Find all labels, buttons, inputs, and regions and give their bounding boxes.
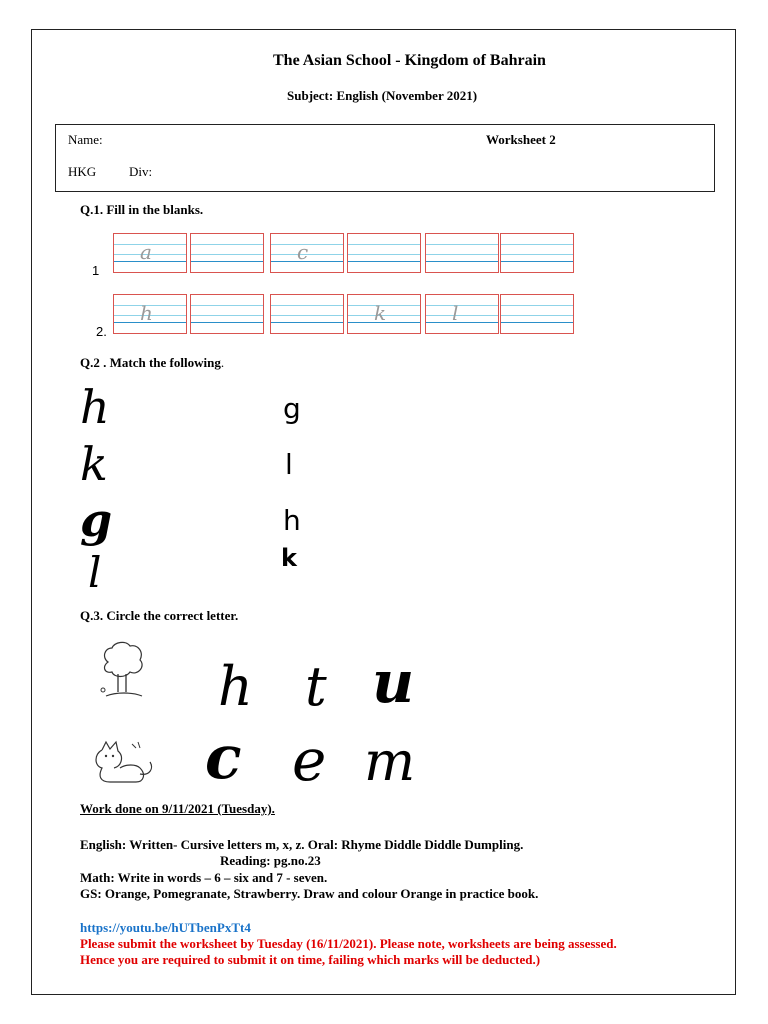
video-link[interactable]: https://youtu.be/hUTbenPxTt4 — [80, 920, 251, 935]
writing-box[interactable] — [347, 233, 421, 273]
worksheet-number: Worksheet 2 — [486, 132, 556, 147]
writing-box[interactable] — [190, 294, 264, 334]
writing-box[interactable] — [500, 233, 574, 273]
work-english: English: Written- Cursive letters m, x, z. Oral: Rhyme Diddle Diddle Dumpling. — [80, 837, 524, 852]
submission-notice-1: Please submit the worksheet by Tuesday (16/11/2021). Please note, worksheets are being assessed. — [80, 936, 617, 951]
guide-line — [501, 322, 573, 323]
q2-cursive-4: l — [88, 548, 102, 597]
writing-box[interactable] — [500, 294, 574, 334]
guide-line — [426, 254, 498, 255]
class-label: HKG — [68, 164, 97, 179]
tracing-letter: h — [140, 301, 153, 325]
writing-box[interactable] — [425, 233, 499, 273]
guide-line — [501, 244, 573, 245]
guide-line — [426, 315, 498, 316]
q2-cursive-3: g — [80, 493, 113, 547]
work-math: Math: Write in words – 6 – six and 7 - seven. — [80, 870, 328, 885]
q3-row1-letter-3: u — [372, 648, 415, 716]
writing-box[interactable] — [190, 233, 264, 273]
q3-row1-letter-2: t — [305, 655, 327, 718]
tracing-letter: a — [140, 240, 152, 264]
q2-print-4: k — [281, 544, 297, 572]
guide-line — [191, 261, 263, 262]
work-reading: Reading: pg.no.23 — [220, 853, 321, 868]
q2-print-3: h — [283, 504, 301, 537]
writing-box[interactable] — [270, 233, 344, 273]
submission-notice-2: Hence you are required to submit it on time, failing which marks will be deducted.) — [80, 952, 541, 967]
guide-line — [348, 254, 420, 255]
q1-title: Q.1. Fill in the blanks. — [80, 202, 204, 217]
guide-line — [426, 322, 498, 323]
q1-row-1-number: 1 — [92, 263, 100, 278]
work-gs: GS: Orange, Pomegranate, Strawberry. Draw and colour Orange in practice book. — [80, 886, 539, 901]
guide-line — [271, 305, 343, 306]
q2-cursive-2: k — [80, 437, 108, 491]
writing-box[interactable] — [347, 294, 421, 334]
school-title: The Asian School - Kingdom of Bahrain — [273, 52, 546, 69]
q3-row2-letter-3: m — [364, 730, 416, 793]
guide-line — [426, 244, 498, 245]
guide-line — [348, 244, 420, 245]
writing-box[interactable] — [113, 233, 187, 273]
guide-line — [501, 305, 573, 306]
q1-row-2-number: 2. — [96, 324, 107, 339]
tracing-letter: k — [374, 301, 387, 325]
student-info-box — [55, 124, 715, 192]
q2-print-1: g — [283, 392, 301, 425]
guide-line — [191, 254, 263, 255]
writing-box[interactable] — [425, 294, 499, 334]
q3-row2-letter-2: e — [292, 726, 327, 794]
guide-line — [426, 261, 498, 262]
guide-line — [191, 322, 263, 323]
guide-line — [191, 305, 263, 306]
guide-line — [501, 315, 573, 316]
guide-line — [501, 254, 573, 255]
writing-box[interactable] — [113, 294, 187, 334]
q3-title: Q.3. Circle the correct letter. — [80, 608, 239, 623]
q3-row1-letter-1: h — [218, 655, 253, 718]
guide-line — [348, 261, 420, 262]
q2-cursive-1: h — [80, 380, 110, 434]
guide-line — [191, 315, 263, 316]
div-label: Div: — [129, 164, 153, 179]
subject-line: Subject: English (November 2021) — [287, 88, 478, 103]
q2-title: Q.2 . Match the following. — [80, 355, 225, 370]
guide-line — [271, 322, 343, 323]
q3-row2-letter-1: c — [205, 723, 242, 793]
tree-icon — [98, 640, 148, 702]
guide-line — [501, 261, 573, 262]
tracing-letter: l — [452, 301, 459, 325]
guide-line — [271, 315, 343, 316]
guide-line — [191, 244, 263, 245]
tracing-letter: c — [297, 240, 309, 264]
writing-box[interactable] — [270, 294, 344, 334]
q2-print-2: l — [285, 448, 293, 481]
name-label: Name: — [68, 132, 103, 147]
work-done-heading: Work done on 9/11/2021 (Tuesday). — [80, 801, 275, 816]
cat-icon — [88, 738, 160, 786]
guide-line — [426, 305, 498, 306]
